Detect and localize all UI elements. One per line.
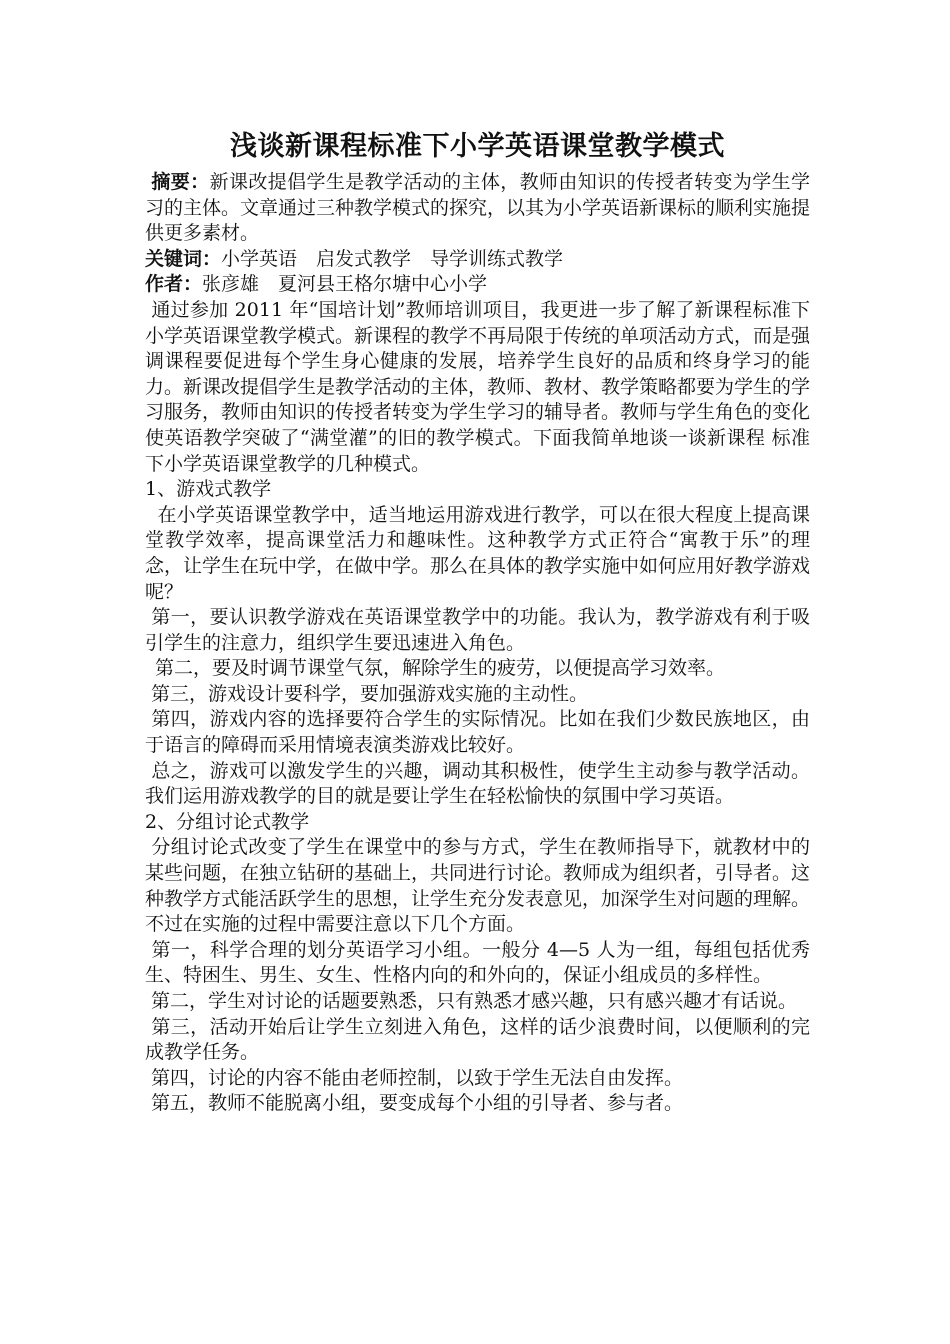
intro-paragraph: 通过参加 2011 年“国培计划”教师培训项目，我更进一步了解了新课程标准下小学英语课堂教学模式。新课程的教学不再局限于传统的单项活动方式，而是强调课程要促进每个学生身心健康的发展，培养学生良好的品质和终身学习的能力。新课改提倡学生是教学活动的主体，教师、教材、教学策略都要为学生的学习服务，教师由知识的传授者转变为学生学习的辅导者。教师与学生角色的变化使英语教学突破了“满堂灌”的旧的教学模式。下面我简单地谈一谈新课程 标准下小学英语课堂教学的几种模式。 <box>145 298 811 475</box>
section2-paragraph: 分组讨论式改变了学生在课堂中的参与方式，学生在教师指导下，就教材中的某些问题，在独立钻研的基础上，共同进行讨论。教师成为组织者，引导者。这种教学方式能活跃学生的思想，让学生充分发表意见，加深学生对问题的理解。不过在实施的过程中需要注意以下几个方面。 <box>145 836 811 936</box>
section2-paragraph: 第五，教师不能脱离小组，要变成每个小组的引导者、参与者。 <box>145 1092 684 1115</box>
author-text: 张彦雄 夏河县王格尔塘中心小学 <box>202 273 488 296</box>
section1-paragraph: 第四，游戏内容的选择要符合学生的实际情况。比如在我们少数民族地区，由于语言的障碍而采用情境表演类游戏比较好。 <box>145 708 810 757</box>
abstract-label: 摘要： <box>151 171 210 193</box>
keywords-label: 关键词： <box>145 247 222 270</box>
author-label: 作者： <box>145 273 203 296</box>
section2-paragraph: 第四，讨论的内容不能由老师控制，以致于学生无法自由发挥。 <box>145 1066 684 1089</box>
section2-heading: 2、分组讨论式教学 <box>145 810 310 833</box>
section2-paragraph: 第一，科学合理的划分英语学习小组。一般分 4—5 人为一组，每组包括优秀生、特困生、男生、女生、性格内向的和外向的，保证小组成员的多样性。 <box>145 938 811 987</box>
section1-paragraph: 总之，游戏可以激发学生的兴趣，调动其积极性，使学生主动参与教学活动。我们运用游戏教学的目的就是要让学生在轻松愉快的氛围中学习英语。 <box>145 759 810 808</box>
section1-paragraph: 在小学英语课堂教学中，适当地运用游戏进行教学，可以在很大程度上提高课堂教学效率，提高课堂活力和趣味性。这种教学方式正符合“寓教于乐”的理念，让学生在玩中学，在做中学。那么在具体的教学实施中如何应用好教学游戏呢？ <box>145 503 811 603</box>
section2-paragraph: 第三，活动开始后让学生立刻进入角色，这样的话少浪费时间，以便顺利的完成教学任务。 <box>145 1015 810 1064</box>
author <box>145 272 810 298</box>
keywords <box>145 247 810 273</box>
abstract <box>145 170 810 247</box>
keywords-text: 小学英语 启发式教学 导学训练式教学 <box>221 247 564 270</box>
abstract-text: 新课改提倡学生是教学活动的主体，教师由知识的传授者转变为学生学习的主体。文章通过三种教学模式的探究，以其为小学英语新课标的顺利实施提供更多素材。 <box>145 171 811 245</box>
document-title: 浅谈新课程标准下小学英语课堂教学模式 <box>230 131 725 162</box>
section1-paragraph: 第三，游戏设计要科学，要加强游戏实施的主动性。 <box>145 682 589 705</box>
section2-paragraph: 第二，学生对讨论的话题要熟悉，只有熟悉才感兴趣，只有感兴趣才有话说。 <box>145 990 798 1012</box>
document-page <box>145 128 810 1117</box>
section1-paragraph: 第二，要及时调节课堂气氛，解除学生的疲劳，以便提高学习效率。 <box>155 657 726 680</box>
section1-heading: 1、游戏式教学 <box>145 478 272 501</box>
section1-paragraph: 第一，要认识教学游戏在英语课堂教学中的功能。我认为，教学游戏有利于吸引学生的注意力，组织学生要迅速进入角色。 <box>145 606 810 654</box>
